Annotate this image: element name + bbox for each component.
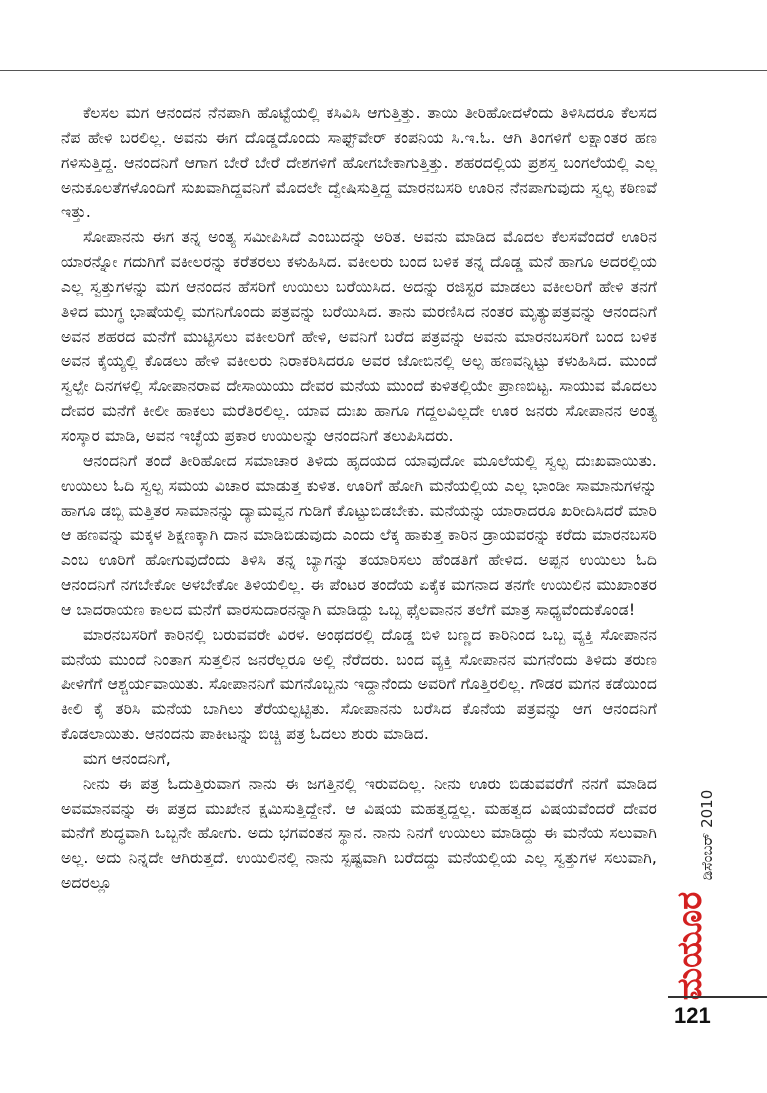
header-divider bbox=[0, 70, 767, 71]
letter-body: ನೀನು ಈ ಪತ್ರ ಓದುತ್ತಿರುವಾಗ ನಾನು ಈ ಜಗತ್ತಿನಲ್ಲಿ ಇರುವದಿಲ್ಲ. ನೀನು ಊರು ಬಿಡುವವರೆಗೆ ನನಗೆ ಮಾಡಿದ ಅವಮಾನವನ್ನು ಈ ಪತ್ರದ ಮುಖೇನ ಕ್ಷಮಿಸುತ್ತಿದ್ದೇನೆ. ಆ ವಿಷಯ ಮಹತ್ವದ್ದಲ್ಲ. ಮಹತ್ವದ ವಿಷಯವೆಂದರೆ ದೇವರ ಮನೆಗೆ ಶುದ್ಧವಾಗಿ ಒಬ್ಬನೇ ಹೋಗು. ಅದು ಭಗವಂತನ ಸ್ಥಾನ. ನಾನು ನಿನಗೆ ಉಯಿಲು ಮಾಡಿದ್ದು ಈ ಮನೆಯ ಸಲುವಾಗಿ ಅಲ್ಲ. ಅದು ನಿನ್ನದೇ ಆಗಿರುತ್ತದೆ. ಉಯಿಲಿನಲ್ಲಿ ನಾನು ಸ್ಪಷ್ಟವಾಗಿ ಬರೆದದ್ದು ಮನೆಯಲ್ಲಿಯ ಎಲ್ಲ ಸ್ವತ್ತುಗಳ ಸಲುವಾಗಿ, ಅದರಲ್ಲೂ bbox=[61, 774, 657, 893]
issue-date bbox=[697, 780, 717, 890]
paragraph-3: ಆನಂದನಿಗೆ ತಂದೆ ತೀರಿಹೋದ ಸಮಾಚಾರ ತಿಳಿದು ಹೃದಯದ ಯಾವುದೋ ಮೂಲೆಯಲ್ಲಿ ಸ್ವಲ್ಪ ದುಃಖವಾಯಿತು. ಉಯಿಲು ಓದಿ ಸ್ವಲ್ಪ ಸಮಯ ವಿಚಾರ ಮಾಡುತ್ತ ಕುಳಿತ. ಊರಿಗೆ ಹೋಗಿ ಮನೆಯಲ್ಲಿಯ ಎಲ್ಲ ಭಾಂಡೀ ಸಾಮಾನುಗಳನ್ನು ಹಾಗೂ ಡಬ್ಬಿ ಮತ್ತಿತರ ಸಾಮಾನನ್ನು ದ್ಯಾಮವ್ವನ ಗುಡಿಗೆ ಕೊಟ್ಟುಬಿಡಬೇಕು. ಮನೆಯನ್ನು ಯಾರಾದರೂ ಖರೀದಿಸಿದರೆ ಮಾರಿ ಆ ಹಣವನ್ನು ಮಕ್ಕಳ ಶಿಕ್ಷಣಕ್ಕಾಗಿ ದಾನ ಮಾಡಿಬಿಡುವುದು ಎಂದು ಲೆಕ್ಕ ಹಾಕುತ್ತ ಕಾರಿನ ಡ್ರಾಯವರನ್ನು ಕರೆದು ಮಾರನಬಸರಿ ಎಂಬ ಊರಿಗೆ ಹೋಗುವುದೆಂದು ತಿಳಿಸಿ ತನ್ನ ಬ್ಯಾಗನ್ನು ತಯಾರಿಸಲು ಹೆಂಡತಿಗೆ ಹೇಳಿದ. ಅಪ್ಪನ ಉಯಿಲು ಓದಿ ಆನಂದನಿಗೆ ನಗಬೇಕೋ ಅಳಬೇಕೋ ತಿಳಿಯಲಿಲ್ಲ. ಈ ಪೆಂಟರ ತಂದೆಯ ಏಕೈಕ ಮಗನಾದ ತನಗೇ ಉಯಿಲಿನ ಮುಖಾಂತರ ಆ ಬಾದರಾಯಣ ಕಾಲದ ಮನೆಗೆ ವಾರಸುದಾರನನ್ನಾಗಿ ಮಾಡಿದ್ದು ಒಬ್ಬ ಫೈಲವಾನನ ತಲೆಗೆ ಮಾತ್ರ ಸಾಧ್ಯವೆಂದುಕೊಂಡ! bbox=[61, 451, 657, 619]
paragraph-1: ಕೆಲಸಲ ಮಗ ಆನಂದನ ನೆನಪಾಗಿ ಹೊಟ್ಟೆಯಲ್ಲಿ ಕಸಿವಿಸಿ ಆಗುತ್ತಿತ್ತು. ತಾಯಿ ತೀರಿಹೋದಳೆಂದು ತಿಳಿಸಿದರೂ ಕೆಲಸದ ನೆಪ ಹೇಳಿ ಬರಲಿಲ್ಲ. ಅವನು ಈಗ ದೊಡ್ಡದೊಂದು ಸಾಫ್ಟ್‌ವೇರ್ ಕಂಪನಿಯ ಸಿ.ಇ.ಓ. ಆಗಿ ತಿಂಗಳಿಗೆ ಲಕ್ಷಾಂತರ ಹಣ ಗಳಿಸುತ್ತಿದ್ದ. ಆನಂದನಿಗೆ ಆಗಾಗ ಬೇರೆ ಬೇರೆ ದೇಶಗಳಿಗೆ ಹೋಗಬೇಕಾಗುತ್ತಿತ್ತು. ಶಹರದಲ್ಲಿಯ ಪ್ರಶಸ್ತ ಬಂಗಲೆಯಲ್ಲಿ ಎಲ್ಲ ಅನುಕೂಲತೆಗಳೊಂದಿಗೆ ಸುಖವಾಗಿದ್ದವನಿಗೆ ಮೊದಲೇ ದ್ವೇಷಿಸುತ್ತಿದ್ದ ಮಾರನಬಸರಿ ಊರಿನ ನೆನಪಾಗುವುದು ಸ್ವಲ್ಪ ಕಠಿಣವೆ ಇತ್ತು. bbox=[61, 104, 657, 222]
article-body bbox=[61, 101, 657, 896]
page-number: 121 bbox=[674, 1003, 711, 1028]
magazine-logo-text: ಮಯೂರ bbox=[670, 891, 710, 1001]
footer-divider bbox=[668, 996, 767, 998]
issue-date-label: ಡಿಸೆಂಬರ್ 2010 bbox=[698, 789, 716, 881]
paragraph-2: ಸೋಪಾನನು ಈಗ ತನ್ನ ಅಂತ್ಯ ಸಮೀಪಿಸಿದೆ ಎಂಬುದನ್ನು ಅರಿತ. ಅವನು ಮಾಡಿದ ಮೊದಲ ಕೆಲಸವೆಂದರೆ ಊರಿನ ಯಾರನ್ನೋ ಗದುಗಿಗೆ ವಕೀಲರನ್ನು ಕರೆತರಲು ಕಳುಹಿಸಿದ. ವಕೀಲರು ಬಂದ ಬಳಿಕ ತನ್ನ ದೊಡ್ಡ ಮನೆ ಹಾಗೂ ಅದರಲ್ಲಿಯ ಎಲ್ಲ ಸ್ವತ್ತುಗಳನ್ನು ಮಗ ಆನಂದನ ಹೆಸರಿಗೆ ಉಯಿಲು ಬರೆಯಿಸಿದ. ಅದನ್ನು ರಜಿಸ್ಟರ ಮಾಡಲು ವಕೀಲರಿಗೆ ಹೇಳಿ ತನಗೆ ತಿಳಿದ ಮುಗ್ಧ ಭಾಷೆಯಲ್ಲಿ ಮಗನಿಗೊಂದು ಪತ್ರವನ್ನು ಬರೆಯಿಸಿದ. ತಾನು ಮರಣಿಸಿದ ನಂತರ ಮೃತ್ಯುಪತ್ರವನ್ನು ಆನಂದನಿಗೆ ಅವನ ಶಹರದ ಮನೆಗೆ ಮುಟ್ಟಿಸಲು ವಕೀಲರಿಗೆ ಹೇಳಿ, ಅವನಿಗೆ ಬರೆದ ಪತ್ರವನ್ನು ಅವನು ಮಾರನಬಸರಿಗೆ ಬಂದ ಬಳಿಕ ಅವನ ಕೈಯ್ಯಲ್ಲಿ ಕೊಡಲು ಹೇಳಿ ವಕೀಲರು ನಿರಾಕರಿಸಿದರೂ ಅವರ ಜೋಬಿನಲ್ಲಿ ಅಲ್ಪ ಹಣವನ್ನಿಟ್ಟು ಕಳುಹಿಸಿದ. ಮುಂದೆ ಸ್ವಲ್ಪೇ ದಿನಗಳಲ್ಲಿ ಸೋಪಾನರಾವ ದೇಸಾಯಿಯು ದೇವರ ಮನೆಯ ಮುಂದೆ ಕುಳಿತಲ್ಲಿಯೇ ಪ್ರಾಣಬಿಟ್ಟ. ಸಾಯುವ ಮೊದಲು ದೇವರ ಮನೆಗೆ ಕೀಲೀ ಹಾಕಲು ಮರೆತಿರಲಿಲ್ಲ. ಯಾವ ದುಃಖ ಹಾಗೂ ಗದ್ದಲವಿಲ್ಲದೇ ಊರ ಜನರು ಸೋಪಾನನ ಅಂತ್ಯ ಸಂಸ್ಕಾರ ಮಾಡಿ, ಅವನ ಇಚ್ಛೆಯ ಪ್ರಕಾರ ಉಯಿಲನ್ನು ಆನಂದನಿಗೆ ತಲುಪಿಸಿದರು. bbox=[61, 228, 657, 445]
magazine-logo bbox=[668, 891, 712, 1001]
paragraph-4: ಮಾರನಬಸರಿಗೆ ಕಾರಿನಲ್ಲಿ ಬರುವವರೇ ವಿರಳ. ಅಂಥದರಲ್ಲಿ ದೊಡ್ಡ ಬಿಳಿ ಬಣ್ಣದ ಕಾರಿನಿಂದ ಒಬ್ಬ ವ್ಯಕ್ತಿ ಸೋಪಾನನ ಮನೆಯ ಮುಂದೆ ನಿಂತಾಗ ಸುತ್ತಲಿನ ಜನರೆಲ್ಲರೂ ಅಲ್ಲಿ ನೆರೆದರು. ಬಂದ ವ್ಯಕ್ತಿ ಸೋಪಾನನ ಮಗನೆಂದು ತಿಳಿದು ತರುಣ ಪೀಳಿಗೆಗೆ ಆಶ್ಚರ್ಯವಾಯಿತು. ಸೋಪಾನನಿಗೆ ಮಗನೊಬ್ಬನು ಇದ್ದಾನೆಂದು ಅವರಿಗೆ ಗೊತ್ತಿರಲಿಲ್ಲ. ಗೌಡರ ಮಗನ ಕಡೆಯಿಂದ ಕೀಲಿ ಕೈ ತರಿಸಿ ಮನೆಯ ಬಾಗಿಲು ತೆರೆಯಲ್ಪಟ್ಟಿತು. ಸೋಪಾನನು ಬರೆಸಿದ ಕೊನೆಯ ಪತ್ರವನ್ನು ಆಗ ಆನಂದನಿಗೆ ಕೊಡಲಾಯಿತು. ಆನಂದನು ಪಾಕೀಟನ್ನು ಬಿಚ್ಚಿ ಪತ್ರ ಓದಲು ಶುರು ಮಾಡಿದ. bbox=[61, 625, 657, 744]
letter-salutation: ಮಗ ಆನಂದನಿಗೆ, bbox=[83, 749, 171, 768]
